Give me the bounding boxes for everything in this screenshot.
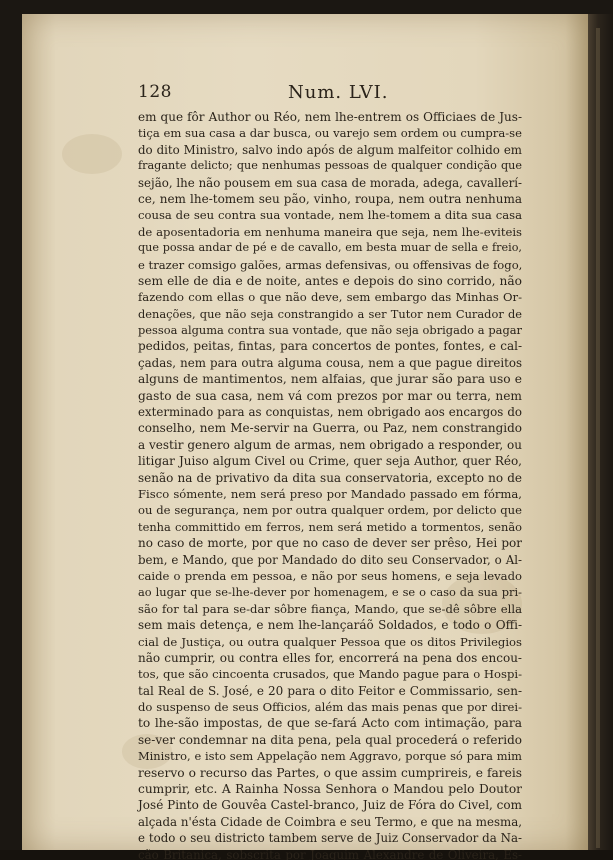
text-line: ao lugar que se-lhe-dever por homenagem, e se o caso da sua pri- <box>138 585 522 600</box>
text-line: conselho, nem Me-servir na Guerra, ou Paz, nem constrangido <box>138 421 522 436</box>
text-line: denações, que não seja constrangido a ser Tutor nem Curador de <box>138 306 522 321</box>
text-line: gasto de sua casa, nem vá com prezos por mar ou terra, nem <box>138 388 522 403</box>
page-header <box>138 82 522 104</box>
text-line: em que fôr Author ou Réo, nem lhe-entrem os Officiaes de Jus- <box>138 110 522 124</box>
text-line: ce, nem lhe-tomem seu pão, vinho, roupa, nem outra nenhuma <box>138 191 522 206</box>
text-line: que possa andar de pé e de cavallo, em besta muar de sella e freio, <box>138 241 522 255</box>
text-line: Ministro, e isto sem Appelação nem Aggravo, porque só para mim <box>138 749 522 764</box>
text-line: tos, que são cincoenta crusados, que Mando pague para o Hospi- <box>138 667 522 682</box>
text-line: Fisco sómente, nem será preso por Mandado passado em fórma, <box>138 486 522 501</box>
page-edge-strip <box>596 28 600 848</box>
text-line: caide o prenda em pessoa, e não por seus homens, e seja levado <box>138 568 522 583</box>
body-text <box>138 109 522 860</box>
text-line: do suspenso de seus Officios, além das mais penas que por direi- <box>138 700 522 715</box>
text-line: tal Real de S. José, e 20 para o dito Feitor e Commissario, sen- <box>138 683 522 698</box>
text-line: ou de segurança, nem por outra qualquer ordem, por delicto que <box>138 503 522 518</box>
text-line: e trazer comsigo galões, armas defensivas, ou offensivas de fogo, <box>138 257 523 272</box>
text-line: alguns de mantimentos, nem alfaias, que jurar são para uso e <box>138 372 522 387</box>
text-line: cial de Justiça, ou outra qualquer Pessoa que os ditos Privilegios <box>138 634 522 649</box>
text-line: sem mais detença, e nem lhe-lançaráõ Soldados, e todo o Offi- <box>138 618 522 633</box>
text-line: litigar Juiso algum Civel ou Crime, quer seja Author, quer Réo, <box>138 454 522 469</box>
running-title: Num. LVI. <box>288 82 389 103</box>
text-line: fazendo com ellas o que não deve, sem embargo das Minhas Or- <box>138 290 522 305</box>
text-line: sem elle de dia e de noite, antes e depois do sino corrido, não <box>138 273 522 288</box>
text-line: to lhe-são impostas, de que se-fará Acto com intimação, para <box>138 716 522 731</box>
text-line: sejão, lhe não pousem em sua casa de morada, adega, cavallerí- <box>138 175 522 190</box>
text-line: de aposentadoria em nenhuma maneira que seja, nem lhe-eviteis <box>138 224 522 239</box>
text-line: do dito Ministro, salvo indo após de algum malfeitor colhido em <box>138 142 522 157</box>
text-line: çadas, nem para outra alguma cousa, nem a que pague direitos <box>138 355 522 370</box>
text-line: José Pinto de Gouvêa Castel-branco, Juiz de Fóra do Civel, com <box>138 798 522 813</box>
text-line: fragante delicto; que nenhumas pessoas de qualquer condição que <box>138 159 522 173</box>
text-line: a vestir genero algum de armas, nem obrigado a responder, ou <box>138 437 522 452</box>
text-line: tiça em sua casa a dar busca, ou varejo sem ordem ou cumpra-se <box>138 126 522 141</box>
text-line: não cumprir, ou contra elles for, encorrerá na pena dos encou- <box>138 650 522 665</box>
text-line: reservo o recurso das Partes, o que assim cumprireis, e fareis <box>138 765 522 780</box>
text-line: pessoa alguma contra sua vontade, que não seja obrigado a pagar <box>138 323 522 338</box>
page-number: 128 <box>138 82 172 102</box>
text-line: cumprir, etc. A Rainha Nossa Senhora o Mandou pelo Doutor <box>138 782 522 797</box>
text-line: senão na de privativo da dita sua conservatoria, excepto no de <box>138 470 522 485</box>
text-line: ção Britanica, sobscrita por Joaquim Alexandre de Oliveira, Es- <box>138 847 522 860</box>
text-line: cousa de seu contra sua vontade, nem lhe-tomem a dita sua casa <box>138 208 522 223</box>
text-line: e todo o seu districto tambem serve de Juiz Conservador da Na- <box>138 831 522 846</box>
text-line: são for tal para se-dar sôbre fiança, Mando, que se-dê sôbre ella <box>138 601 522 616</box>
text-line: bem, e Mando, que por Mandado do dito seu Conservador, o Al- <box>138 552 522 567</box>
text-line: tenha committido em ferros, nem será metido a tormentos, senão <box>138 519 522 534</box>
paper-stain <box>62 134 122 174</box>
book-spine-shadow <box>588 14 613 860</box>
text-line: no caso de morte, por que no caso de dever ser prêso, Hei por <box>138 536 522 551</box>
text-line: se-ver condemnar na dita pena, pela qual procederá o referido <box>138 732 522 747</box>
text-line: pedidos, peitas, fintas, para concertos de pontes, fontes, e cal- <box>138 339 522 354</box>
text-line: alçada n'ésta Cidade de Coimbra e seu Termo, e que na mesma, <box>138 814 522 829</box>
text-line: exterminado para as conquistas, nem obrigado aos encargos do <box>138 405 522 420</box>
